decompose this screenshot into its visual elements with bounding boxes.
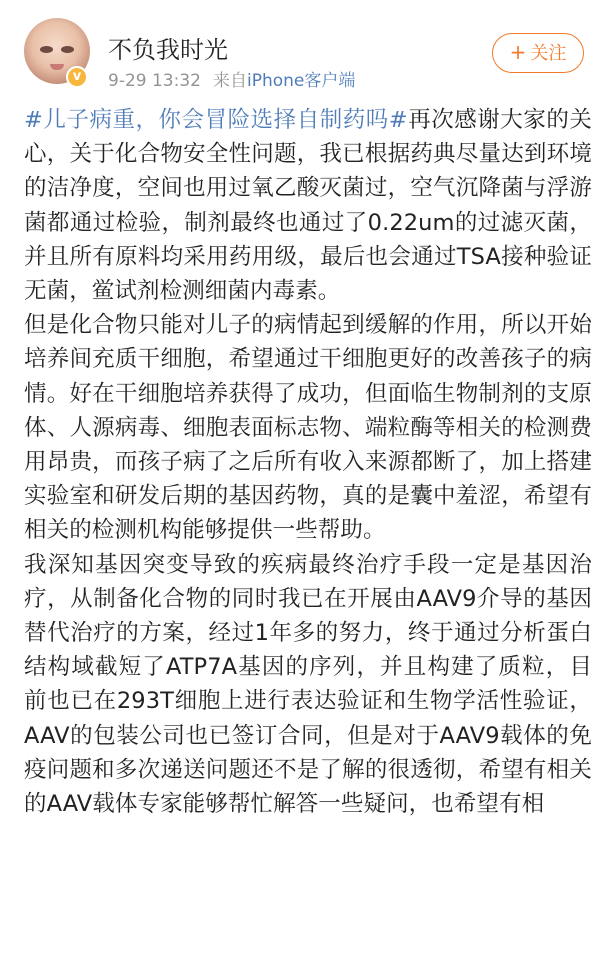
avatar-eye-right	[61, 46, 74, 53]
post-paragraph-2: 但是化合物只能对儿子的病情起到缓解的作用，所以开始培养间充质干细胞，希望通过干细胞更好的改善孩子的病情。好在干细胞培养获得了成功，但面临生物制剂的支原体、人源病毒、细胞表面标志物、端粒酶等相关的检测费用昂贵，而孩子病了之后所有收入来源都断了，加上搭建实验室和研发后期的基因药物，真的是囊中羞涩，希望有相关的检测机构能够提供一些帮助。	[24, 312, 592, 544]
post-header	[0, 0, 607, 108]
verified-badge-icon: v	[66, 66, 88, 88]
follow-label: 关注	[530, 43, 567, 64]
follow-button[interactable]	[492, 33, 584, 73]
post-paragraph-1	[24, 103, 592, 308]
hashtag-link[interactable]: #儿子病重，你会冒险选择自制药吗#	[24, 107, 408, 133]
post-content	[24, 103, 592, 821]
plus-icon: +	[509, 40, 527, 64]
avatar-mouth	[50, 64, 64, 70]
source-prefix: 来自	[212, 71, 247, 91]
avatar-eye-left	[40, 46, 53, 53]
source-device[interactable]: iPhone客户端	[246, 71, 356, 91]
post-meta	[108, 66, 355, 91]
paragraph-1-text: 再次感谢大家的关心，关于化合物安全性问题，我已根据药典尽量达到环境的洁净度，空间也用过氧乙酸灭菌过，空气沉降菌与浮游菌都通过检验，制剂最终也通过了0.22um的过滤灭菌，并且所有原料均采用药用级，最后也会通过TSA接种验证无菌，鲎试剂检测细菌内毒素。	[24, 107, 592, 305]
username[interactable]: 不负我时光	[108, 36, 228, 64]
post-time: 9-29 13:32	[108, 71, 201, 91]
post-paragraph-3: 我深知基因突变导致的疾病最终治疗手段一定是基因治疗，从制备化合物的同时我已在开展由AAV9介导的基因替代治疗的方案，经过1年多的努力，终于通过分析蛋白结构域截短了ATP7A基因的序列，并且构建了质粒，目前也已在293T细胞上进行表达验证和生物学活性验证，AAV的包装公司也已签订合同，但是对于AAV9载体的免疫问题和多次递送问题还不是了解的很透彻，希望有相关的AAV载体专家能够帮忙解答一些疑问，也希望有相	[24, 551, 592, 818]
